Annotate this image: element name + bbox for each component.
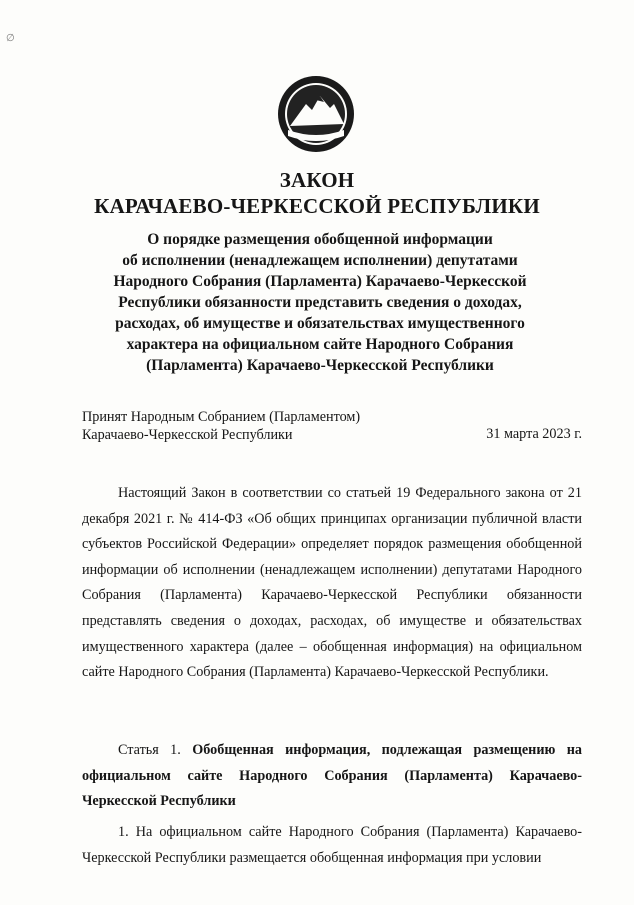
emblem-icon	[276, 74, 356, 154]
article-1-paragraph-1: 1. На официальном сайте Народного Собрания (Парламента) Карачаево-Черкесской Республики размещается обобщенная информация при условии	[82, 824, 582, 866]
article-heading: Обобщенная информация, подлежащая размещению на официальном сайте Народного Собрания (Парламента) Карачаево-Черкесской Республики	[82, 742, 582, 810]
adoption-line: Принят Народным Собранием (Парламентом)	[82, 409, 361, 425]
adoption-line: Карачаево-Черкесской Республики	[82, 427, 293, 443]
subtitle-line: О порядке размещения обобщенной информации	[147, 231, 493, 248]
republic-title: КАРАЧАЕВО-ЧЕРКЕССКОЙ РЕСПУБЛИКИ	[94, 194, 540, 218]
subtitle-line: Республики обязанности представить сведения о доходах,	[118, 294, 522, 311]
subtitle-line: Народного Собрания (Парламента) Карачаево-Черкесской	[113, 273, 527, 290]
scan-mark: ∅	[6, 33, 15, 44]
adoption-date: 31 марта 2023 г.	[486, 426, 582, 442]
law-title: ЗАКОН	[279, 168, 355, 192]
subtitle-line: (Парламента) Карачаево-Черкесской Республики	[146, 357, 494, 374]
article-1-heading	[82, 738, 582, 815]
subtitle-line: об исполнении (ненадлежащем исполнении) депутатами	[122, 252, 518, 269]
article-number: Статья 1.	[118, 742, 181, 758]
law-subtitle	[70, 229, 570, 376]
subtitle-line: расходах, об имуществе и обязательствах имущественного	[115, 315, 525, 332]
preamble-paragraph: Настоящий Закон в соответствии со статьей 19 Федерального закона от 21 декабря 2021 г. № 414-ФЗ «Об общих принципах организации публичной власти субъектов Российской Федерации» определяет порядок размещения обобщенной информации об исполнении (ненадлежащем исполнении) депутатами Народного Собрания (Парламента) Карачаево-Черкесской Республики обязанности представлять сведения о доходах, расходах, об имуществе и обязательствах имущественного характера (далее – обобщенная информация) на официальном сайте Народного Собрания (Парламента) Карачаево-Черкесской Республики.	[82, 485, 582, 681]
subtitle-line: характера на официальном сайте Народного Собрания	[126, 336, 514, 353]
